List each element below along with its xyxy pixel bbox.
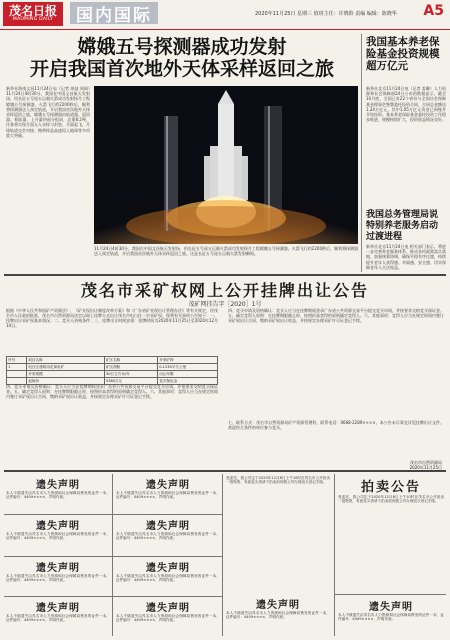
table-row: 序号 项目名称 矿区名称 开采矿种 — [7, 357, 218, 364]
divider-bottom — [4, 470, 446, 472]
dateline: 2020年11月25日 星期三 值班主任：许晓聆 责编 编辑：陈晓华 — [255, 11, 397, 17]
table-row: 起始价 5380万元 竞买保证金 — [7, 378, 218, 385]
mid-column-ads: 受委托，我公司定于2020年12月8日上午10时在茂名市公开拍卖一批物资，有意竞买者请于拍卖前到我公司办理竞买登记手续。 — [226, 476, 330, 485]
logo-subtitle: MAOMING DAILY — [12, 16, 54, 22]
table-row: 1 电白区建筑用花岗岩矿 矿区面积 0.1235平方公里 — [7, 364, 218, 371]
lost-notice: 遗失声明 本人不慎遗失由茂名市人力资源和社会保障局核发的证件一本，证件编号：4409××××，声明作废。 — [6, 521, 110, 541]
notice-column-2: 四、竞买申请及资格确认：竞买人应当在挂牌期间登录广东省公共资源交易平台提交竞买申请，并按要求交纳竞买保证金。五、确定竞得人原则：在挂牌期限截止时，按照价高者得的原则确定竞得人。六、其他事项：竞得人应当在规定时间内签订采矿权出让合同，缴纳采矿权出让收益，并按规定办理采矿许可证登记手续。 — [228, 308, 444, 324]
newspaper-logo — [3, 2, 63, 26]
right-headline-2: 我国总务管理局说特别养老服务启动过渡进程 — [366, 210, 439, 242]
auction-notice: 拍卖公告 受委托，我公司定于2020年12月8日上午10时在茂名市公开拍卖一批物资，有意竞买者请于拍卖前到我公司办理竞买登记手续。 — [338, 480, 444, 504]
right-article-2-text: 新华社北京11月24日电 相关部门表示，将进一步完善养老服务体系，推动各项政策落实落地，加强统筹协调，确保平稳有序过渡，持续提升老年人获得感、幸福感、安全感，切实保障老年人合法权益。 — [366, 244, 446, 270]
lost-notice: 遗失声明 本人不慎遗失由茂名市人力资源和社会保障局核发的证件一本，证件编号：4409××××，声明作废。 — [6, 563, 110, 583]
lost-notice: 遗失声明 本人不慎遗失由茂名市人力资源和社会保障局核发的证件一本，证件编号：4409××××，声明作废。 — [6, 603, 110, 623]
ad-divider — [334, 474, 335, 636]
headline-line-1: 嫦娥五号探测器成功发射 — [77, 36, 287, 58]
notice-sign-org: 茂名市自然资源局 — [410, 460, 442, 465]
ad-divider — [222, 474, 223, 636]
main-headline — [6, 36, 358, 80]
section-title: 国内国际 — [70, 2, 158, 24]
ad-divider — [112, 474, 113, 636]
right-headline-1: 我国基本养老保险基金投资规模超万亿元 — [366, 36, 440, 72]
notice-signature — [410, 460, 442, 470]
lost-notice: 遗失声明 本人不慎遗失由茂名市人力资源和社会保障局核发的证件一本，证件编号：4409××××，声明作废。 — [338, 602, 444, 622]
lost-notice: 遗失声明 本人不慎遗失由茂名市人力资源和社会保障局核发的证件一本，证件编号：4409××××，声明作废。 — [116, 603, 220, 623]
lost-notice: 遗失声明 本人不慎遗失由茂名市人力资源和社会保障局核发的证件一本，证件编号：4409××××，声明作废。 — [116, 480, 220, 500]
lost-notice: 遗失声明 本人不慎遗失由茂名市人力资源和社会保障局核发的证件一本，证件编号：4409××××，声明作废。 — [226, 600, 330, 620]
notice-sign-date: 2020年11月25日 — [409, 465, 442, 470]
headline-line-2: 开启我国首次地外天体采样返回之旅 — [29, 58, 334, 80]
right-article-1-text: 新华社北京11月24日电（记者 姜琳）人力资源和社会保障部24日公布的数据显示，截至10月底，全国已有22个省份与全国社会保障基金理事会签署委托投资合同，合同总金额达1.24万亿元，其中1.05万亿元资金已到账并开始投资。基本养老保险基金委托投资工作稳步推进，规模持续扩大，投资收益情况良好。 — [366, 86, 446, 123]
table-row: 开采规模 30万立方米/年 出让年限 — [7, 371, 218, 378]
lost-notice: 遗失声明 本人不慎遗失由茂名市人力资源和社会保障局核发的证件一本，证件编号：4409××××，声明作废。 — [116, 563, 220, 583]
photo-caption: 11月24日4时30分，我国在中国文昌航天发射场，用长征五号遥五运载火箭成功发射探月工程嫦娥五号探测器。火箭飞行约2200秒后，顺利将探测器送入预定轨道，开启我国首次地外天体采样返回之旅。这是长征五号遥五运载火箭发射瞬间。 — [94, 246, 358, 256]
notice-column-1: 根据《中华人民共和国矿产资源法》、《矿业权出让制度改革方案》和《广东省矿业权出让管理办法》等有关规定，经茂名市人民政府批准，茂名市自然资源局决定以网上挂牌方式出让茂名市电白区一宗采矿权。现将有关事项公告如下：一、挂牌出让采矿权基本情况；二、竞买人资格条件；三、挂牌出让时间安排：挂牌时间为2020年11月25日至2020年12月14日。 — [6, 308, 218, 329]
divider-top — [4, 274, 446, 276]
notice-column-3: 七、联系方式：茂名市自然资源局矿产资源管理科，联系电话：0668-2289××××。本公告未尽事宜详见挂牌出让文件。欢迎符合条件的单位参与竞买。 — [228, 420, 444, 431]
lost-notice: 遗失声明 本人不慎遗失由茂名市人力资源和社会保障局核发的证件一本，证件编号：4409××××，声明作废。 — [6, 480, 110, 500]
notice-column-1b: 四、竞买申请及资格确认：竞买人应当在挂牌期间登录广东省公共资源交易平台提交竞买申请，并按要求交纳竞买保证金。五、确定竞得人原则：在挂牌期限截止时，按照价高者得的原则确定竞得人。六、其他事项：竞得人应当在规定时间内签订采矿权出让合同，缴纳采矿权出让收益，并按规定办理采矿许可证登记手续。 — [6, 384, 218, 400]
masthead — [0, 0, 450, 30]
ad-divider — [334, 594, 446, 595]
rocket-launch-photo — [94, 86, 358, 244]
notice-table — [6, 356, 218, 385]
lead-article-text: 新华社海南文昌11月24日电（记者 胡喆 周闻）11月24日4时30分，我国在中国文昌航天发射场，用长征五号遥五运载火箭成功发射探月工程嫦娥五号探测器，火箭飞行约2200秒后，顺利将探测器送入预定轨道，开启我国首次地外天体采样返回之旅。嫦娥五号探测器由轨道器、返回器、着陆器、上升器四部分组成，总重8.2吨，任务将实现月面无人采样与封装、月面起飞、月球轨道交会对接、携带样品高速再入地球等多项重大突破。 — [6, 86, 90, 138]
ad-divider — [4, 556, 222, 557]
lost-notice: 遗失声明 本人不慎遗失由茂名市人力资源和社会保障局核发的证件一本，证件编号：4409××××，声明作废。 — [116, 521, 220, 541]
classified-ads — [4, 474, 446, 636]
notice-subtitle: 茂矿网挂告字［2020］1号 — [188, 301, 262, 308]
logo-name: 茂名日报 — [8, 4, 57, 19]
page-number: A5 — [423, 3, 444, 19]
column-divider — [361, 34, 362, 272]
notice-title: 茂名市采矿权网上公开挂牌出让公告 — [80, 281, 369, 300]
